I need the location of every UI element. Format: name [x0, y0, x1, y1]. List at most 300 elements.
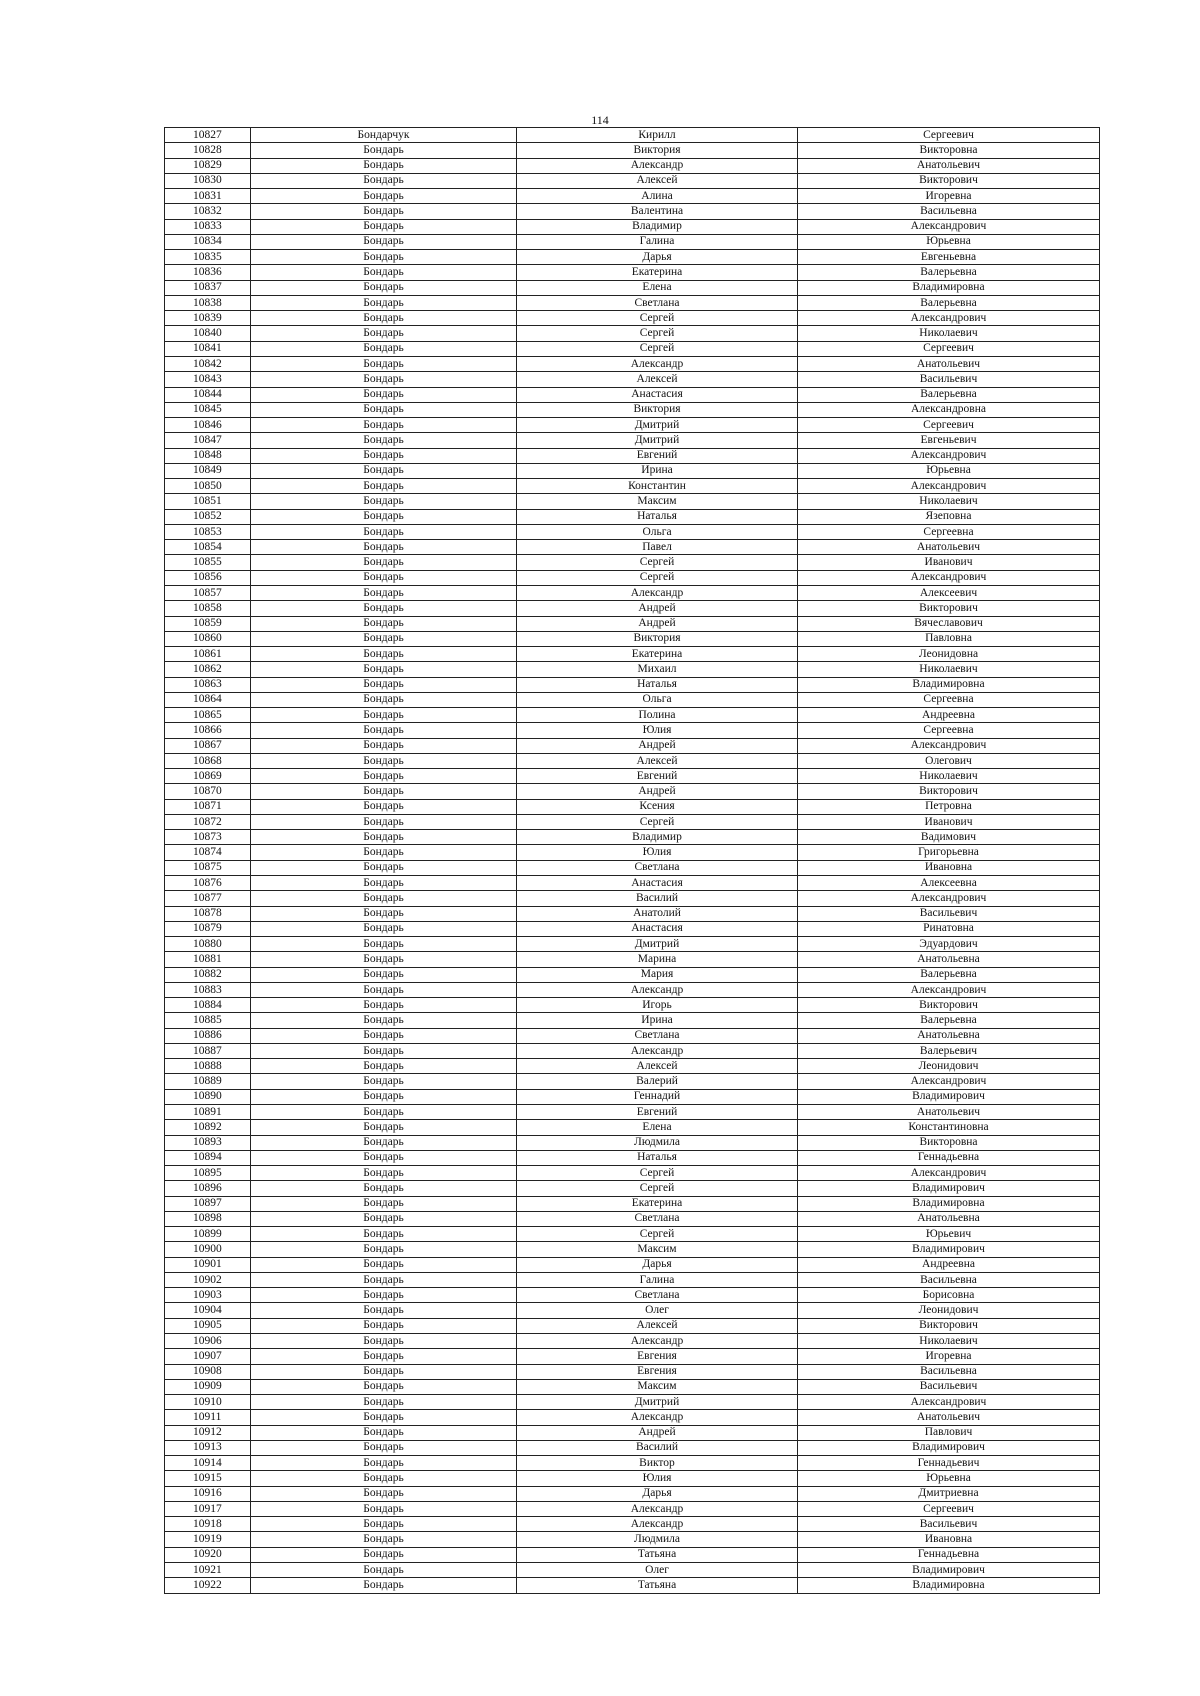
record-number-cell: 10845 — [165, 402, 251, 417]
patronymic-cell: Николаевич — [798, 769, 1100, 784]
first-name-cell: Андрей — [517, 601, 798, 616]
first-name-cell: Олег — [517, 1562, 798, 1577]
surname-cell: Бондарь — [251, 845, 517, 860]
first-name-cell: Евгения — [517, 1349, 798, 1364]
first-name-cell: Дарья — [517, 1257, 798, 1272]
first-name-cell: Александр — [517, 356, 798, 371]
patronymic-cell: Анатольевич — [798, 540, 1100, 555]
table-row — [165, 128, 1100, 143]
record-number-cell: 10869 — [165, 769, 251, 784]
surname-cell: Бондарь — [251, 616, 517, 631]
first-name-cell: Александр — [517, 1333, 798, 1348]
record-number-cell: 10912 — [165, 1425, 251, 1440]
record-number-cell: 10864 — [165, 692, 251, 707]
table-row — [165, 1105, 1100, 1120]
record-number-cell: 10922 — [165, 1578, 251, 1593]
patronymic-cell: Валерьевна — [798, 1013, 1100, 1028]
patronymic-cell: Николаевич — [798, 326, 1100, 341]
patronymic-cell: Эдуардович — [798, 937, 1100, 952]
record-number-cell: 10898 — [165, 1211, 251, 1226]
patronymic-cell: Владимировна — [798, 1578, 1100, 1593]
first-name-cell: Валентина — [517, 204, 798, 219]
record-number-cell: 10849 — [165, 463, 251, 478]
record-number-cell: 10871 — [165, 799, 251, 814]
table-row — [165, 1242, 1100, 1257]
table-row — [165, 967, 1100, 982]
patronymic-cell: Сергеевич — [798, 128, 1100, 143]
record-number-cell: 10915 — [165, 1471, 251, 1486]
patronymic-cell: Александрович — [798, 570, 1100, 585]
record-number-cell: 10852 — [165, 509, 251, 524]
table-row — [165, 1181, 1100, 1196]
table-row — [165, 1074, 1100, 1089]
roster-table — [164, 127, 1100, 1594]
surname-cell: Бондарь — [251, 479, 517, 494]
record-number-cell: 10913 — [165, 1440, 251, 1455]
surname-cell: Бондарь — [251, 1089, 517, 1104]
first-name-cell: Андрей — [517, 738, 798, 753]
first-name-cell: Наталья — [517, 677, 798, 692]
first-name-cell: Виктория — [517, 631, 798, 646]
record-number-cell: 10885 — [165, 1013, 251, 1028]
table-row — [165, 1211, 1100, 1226]
first-name-cell: Василий — [517, 891, 798, 906]
table-row — [165, 1501, 1100, 1516]
first-name-cell: Евгений — [517, 769, 798, 784]
surname-cell: Бондарь — [251, 1181, 517, 1196]
patronymic-cell: Олегович — [798, 753, 1100, 768]
record-number-cell: 10846 — [165, 418, 251, 433]
record-number-cell: 10858 — [165, 601, 251, 616]
record-number-cell: 10867 — [165, 738, 251, 753]
first-name-cell: Елена — [517, 280, 798, 295]
surname-cell: Бондарь — [251, 372, 517, 387]
table-row — [165, 1227, 1100, 1242]
patronymic-cell: Валерьевна — [798, 265, 1100, 280]
first-name-cell: Дмитрий — [517, 433, 798, 448]
first-name-cell: Галина — [517, 1272, 798, 1287]
surname-cell: Бондарь — [251, 601, 517, 616]
first-name-cell: Василий — [517, 1440, 798, 1455]
first-name-cell: Алексей — [517, 1059, 798, 1074]
surname-cell: Бондарь — [251, 265, 517, 280]
first-name-cell: Татьяна — [517, 1578, 798, 1593]
table-row — [165, 708, 1100, 723]
table-row — [165, 1532, 1100, 1547]
first-name-cell: Светлана — [517, 295, 798, 310]
surname-cell: Бондарь — [251, 585, 517, 600]
table-row — [165, 1043, 1100, 1058]
patronymic-cell: Юрьевна — [798, 1471, 1100, 1486]
surname-cell: Бондарь — [251, 1150, 517, 1165]
record-number-cell: 10836 — [165, 265, 251, 280]
record-number-cell: 10861 — [165, 647, 251, 662]
table-row — [165, 769, 1100, 784]
surname-cell: Бондарь — [251, 295, 517, 310]
surname-cell: Бондарь — [251, 1532, 517, 1547]
first-name-cell: Сергей — [517, 341, 798, 356]
patronymic-cell: Григорьевна — [798, 845, 1100, 860]
record-number-cell: 10868 — [165, 753, 251, 768]
surname-cell: Бондарь — [251, 1562, 517, 1577]
table-row — [165, 448, 1100, 463]
record-number-cell: 10828 — [165, 143, 251, 158]
patronymic-cell: Анатольевич — [798, 1410, 1100, 1425]
table-row — [165, 387, 1100, 402]
surname-cell: Бондарь — [251, 1364, 517, 1379]
record-number-cell: 10860 — [165, 631, 251, 646]
record-number-cell: 10902 — [165, 1272, 251, 1287]
patronymic-cell: Валерьевна — [798, 387, 1100, 402]
patronymic-cell: Викторович — [798, 784, 1100, 799]
record-number-cell: 10907 — [165, 1349, 251, 1364]
surname-cell: Бондарь — [251, 1211, 517, 1226]
surname-cell: Бондарь — [251, 143, 517, 158]
table-row — [165, 524, 1100, 539]
record-number-cell: 10891 — [165, 1105, 251, 1120]
first-name-cell: Сергей — [517, 814, 798, 829]
table-row — [165, 173, 1100, 188]
surname-cell: Бондарь — [251, 799, 517, 814]
patronymic-cell: Андреевна — [798, 708, 1100, 723]
table-row — [165, 860, 1100, 875]
table-row — [165, 937, 1100, 952]
patronymic-cell: Игоревна — [798, 189, 1100, 204]
first-name-cell: Павел — [517, 540, 798, 555]
first-name-cell: Владимир — [517, 830, 798, 845]
record-number-cell: 10903 — [165, 1288, 251, 1303]
first-name-cell: Олег — [517, 1303, 798, 1318]
record-number-cell: 10880 — [165, 937, 251, 952]
first-name-cell: Ирина — [517, 1013, 798, 1028]
patronymic-cell: Иванович — [798, 814, 1100, 829]
surname-cell: Бондарь — [251, 1227, 517, 1242]
patronymic-cell: Юрьевна — [798, 234, 1100, 249]
surname-cell: Бондарь — [251, 952, 517, 967]
record-number-cell: 10876 — [165, 876, 251, 891]
surname-cell: Бондарь — [251, 1013, 517, 1028]
record-number-cell: 10862 — [165, 662, 251, 677]
surname-cell: Бондарь — [251, 753, 517, 768]
first-name-cell: Дмитрий — [517, 937, 798, 952]
table-row — [165, 265, 1100, 280]
patronymic-cell: Валерьевна — [798, 295, 1100, 310]
surname-cell: Бондарь — [251, 1349, 517, 1364]
patronymic-cell: Владимировна — [798, 1196, 1100, 1211]
surname-cell: Бондарь — [251, 402, 517, 417]
table-row — [165, 891, 1100, 906]
patronymic-cell: Викторович — [798, 998, 1100, 1013]
record-number-cell: 10859 — [165, 616, 251, 631]
record-number-cell: 10882 — [165, 967, 251, 982]
first-name-cell: Екатерина — [517, 647, 798, 662]
patronymic-cell: Владимировна — [798, 280, 1100, 295]
surname-cell: Бондарь — [251, 631, 517, 646]
patronymic-cell: Юрьевич — [798, 1227, 1100, 1242]
table-row — [165, 814, 1100, 829]
surname-cell: Бондарь — [251, 189, 517, 204]
first-name-cell: Игорь — [517, 998, 798, 1013]
record-number-cell: 10890 — [165, 1089, 251, 1104]
first-name-cell: Сергей — [517, 1166, 798, 1181]
surname-cell: Бондарь — [251, 1135, 517, 1150]
table-row — [165, 1333, 1100, 1348]
first-name-cell: Кирилл — [517, 128, 798, 143]
record-number-cell: 10851 — [165, 494, 251, 509]
surname-cell: Бондарь — [251, 311, 517, 326]
surname-cell: Бондарь — [251, 769, 517, 784]
patronymic-cell: Александрович — [798, 1166, 1100, 1181]
patronymic-cell: Сергеевна — [798, 524, 1100, 539]
first-name-cell: Владимир — [517, 219, 798, 234]
surname-cell: Бондарь — [251, 204, 517, 219]
first-name-cell: Михаил — [517, 662, 798, 677]
first-name-cell: Дарья — [517, 250, 798, 265]
surname-cell: Бондарь — [251, 998, 517, 1013]
first-name-cell: Максим — [517, 1379, 798, 1394]
table-row — [165, 494, 1100, 509]
table-row — [165, 982, 1100, 997]
patronymic-cell: Леонидович — [798, 1303, 1100, 1318]
first-name-cell: Екатерина — [517, 265, 798, 280]
table-row — [165, 1135, 1100, 1150]
table-row — [165, 555, 1100, 570]
surname-cell: Бондарь — [251, 677, 517, 692]
patronymic-cell: Александрович — [798, 982, 1100, 997]
patronymic-cell: Владимирович — [798, 1440, 1100, 1455]
record-number-cell: 10875 — [165, 860, 251, 875]
table-row — [165, 1013, 1100, 1028]
first-name-cell: Александр — [517, 982, 798, 997]
record-number-cell: 10886 — [165, 1028, 251, 1043]
record-number-cell: 10918 — [165, 1517, 251, 1532]
record-number-cell: 10887 — [165, 1043, 251, 1058]
first-name-cell: Галина — [517, 234, 798, 249]
table-row — [165, 1349, 1100, 1364]
record-number-cell: 10896 — [165, 1181, 251, 1196]
record-number-cell: 10893 — [165, 1135, 251, 1150]
surname-cell: Бондарь — [251, 1486, 517, 1501]
surname-cell: Бондарь — [251, 448, 517, 463]
first-name-cell: Алексей — [517, 753, 798, 768]
patronymic-cell: Сергеевич — [798, 1501, 1100, 1516]
surname-cell: Бондарь — [251, 1196, 517, 1211]
surname-cell: Бондарь — [251, 1105, 517, 1120]
patronymic-cell: Анатольевич — [798, 356, 1100, 371]
first-name-cell: Екатерина — [517, 1196, 798, 1211]
record-number-cell: 10921 — [165, 1562, 251, 1577]
surname-cell: Бондарь — [251, 814, 517, 829]
patronymic-cell: Петровна — [798, 799, 1100, 814]
patronymic-cell: Николаевич — [798, 1333, 1100, 1348]
record-number-cell: 10900 — [165, 1242, 251, 1257]
table-row — [165, 677, 1100, 692]
table-row — [165, 616, 1100, 631]
record-number-cell: 10901 — [165, 1257, 251, 1272]
table-row — [165, 723, 1100, 738]
table-row — [165, 295, 1100, 310]
first-name-cell: Людмила — [517, 1532, 798, 1547]
table-row — [165, 311, 1100, 326]
surname-cell: Бондарь — [251, 1166, 517, 1181]
table-row — [165, 1272, 1100, 1287]
patronymic-cell: Анатольевна — [798, 1211, 1100, 1226]
table-row — [165, 204, 1100, 219]
surname-cell: Бондарь — [251, 1028, 517, 1043]
patronymic-cell: Павловна — [798, 631, 1100, 646]
patronymic-cell: Валерьевна — [798, 967, 1100, 982]
table-row — [165, 601, 1100, 616]
surname-cell: Бондарь — [251, 860, 517, 875]
patronymic-cell: Александрович — [798, 738, 1100, 753]
first-name-cell: Дмитрий — [517, 1395, 798, 1410]
surname-cell: Бондарь — [251, 906, 517, 921]
patronymic-cell: Викторович — [798, 173, 1100, 188]
table-row — [165, 1578, 1100, 1593]
record-number-cell: 10909 — [165, 1379, 251, 1394]
patronymic-cell: Сергеевна — [798, 692, 1100, 707]
table-row — [165, 1547, 1100, 1562]
first-name-cell: Андрей — [517, 784, 798, 799]
table-row — [165, 1486, 1100, 1501]
record-number-cell: 10877 — [165, 891, 251, 906]
table-row — [165, 753, 1100, 768]
patronymic-cell: Александрович — [798, 1395, 1100, 1410]
first-name-cell: Алина — [517, 189, 798, 204]
patronymic-cell: Алексеевна — [798, 876, 1100, 891]
table-row — [165, 1196, 1100, 1211]
record-number-cell: 10863 — [165, 677, 251, 692]
record-number-cell: 10892 — [165, 1120, 251, 1135]
record-number-cell: 10873 — [165, 830, 251, 845]
first-name-cell: Александр — [517, 1517, 798, 1532]
first-name-cell: Юлия — [517, 1471, 798, 1486]
record-number-cell: 10908 — [165, 1364, 251, 1379]
patronymic-cell: Александрович — [798, 448, 1100, 463]
table-row — [165, 1456, 1100, 1471]
surname-cell: Бондарь — [251, 1501, 517, 1516]
patronymic-cell: Васильевич — [798, 906, 1100, 921]
surname-cell: Бондарь — [251, 524, 517, 539]
table-row — [165, 1517, 1100, 1532]
record-number-cell: 10917 — [165, 1501, 251, 1516]
table-row — [165, 1410, 1100, 1425]
table-row — [165, 1257, 1100, 1272]
table-row — [165, 326, 1100, 341]
surname-cell: Бондарь — [251, 418, 517, 433]
first-name-cell: Елена — [517, 1120, 798, 1135]
surname-cell: Бондарь — [251, 433, 517, 448]
surname-cell: Бондарь — [251, 723, 517, 738]
table-row — [165, 189, 1100, 204]
patronymic-cell: Владимирович — [798, 1089, 1100, 1104]
patronymic-cell: Александрович — [798, 891, 1100, 906]
table-row — [165, 280, 1100, 295]
patronymic-cell: Андреевна — [798, 1257, 1100, 1272]
patronymic-cell: Анатольевна — [798, 952, 1100, 967]
first-name-cell: Анастасия — [517, 921, 798, 936]
table-row — [165, 1120, 1100, 1135]
page-number: 114 — [591, 113, 609, 127]
surname-cell: Бондарь — [251, 1059, 517, 1074]
first-name-cell: Ксения — [517, 799, 798, 814]
table-row — [165, 921, 1100, 936]
surname-cell: Бондарь — [251, 326, 517, 341]
first-name-cell: Анатолий — [517, 906, 798, 921]
first-name-cell: Александр — [517, 1501, 798, 1516]
first-name-cell: Виктор — [517, 1456, 798, 1471]
patronymic-cell: Геннадьевич — [798, 1456, 1100, 1471]
record-number-cell: 10831 — [165, 189, 251, 204]
patronymic-cell: Викторович — [798, 1318, 1100, 1333]
table-row — [165, 830, 1100, 845]
surname-cell: Бондарь — [251, 708, 517, 723]
first-name-cell: Сергей — [517, 311, 798, 326]
patronymic-cell: Александрович — [798, 479, 1100, 494]
surname-cell: Бондарь — [251, 937, 517, 952]
record-number-cell: 10847 — [165, 433, 251, 448]
table-row — [165, 1364, 1100, 1379]
first-name-cell: Валерий — [517, 1074, 798, 1089]
table-row — [165, 585, 1100, 600]
record-number-cell: 10829 — [165, 158, 251, 173]
surname-cell: Бондарь — [251, 509, 517, 524]
record-number-cell: 10895 — [165, 1166, 251, 1181]
table-row — [165, 1288, 1100, 1303]
surname-cell: Бондарь — [251, 1272, 517, 1287]
table-row — [165, 463, 1100, 478]
surname-cell: Бондарь — [251, 784, 517, 799]
table-row — [165, 1471, 1100, 1486]
table-row — [165, 1318, 1100, 1333]
patronymic-cell: Иванович — [798, 555, 1100, 570]
table-row — [165, 952, 1100, 967]
first-name-cell: Константин — [517, 479, 798, 494]
first-name-cell: Ирина — [517, 463, 798, 478]
patronymic-cell: Сергеевич — [798, 418, 1100, 433]
record-number-cell: 10835 — [165, 250, 251, 265]
table-row — [165, 372, 1100, 387]
patronymic-cell: Васильевна — [798, 1364, 1100, 1379]
record-number-cell: 10865 — [165, 708, 251, 723]
table-row — [165, 402, 1100, 417]
table-row — [165, 876, 1100, 891]
first-name-cell: Сергей — [517, 326, 798, 341]
record-number-cell: 10904 — [165, 1303, 251, 1318]
record-number-cell: 10888 — [165, 1059, 251, 1074]
record-number-cell: 10842 — [165, 356, 251, 371]
first-name-cell: Юлия — [517, 723, 798, 738]
patronymic-cell: Евгеньевна — [798, 250, 1100, 265]
record-number-cell: 10911 — [165, 1410, 251, 1425]
first-name-cell: Евгений — [517, 1105, 798, 1120]
surname-cell: Бондарь — [251, 967, 517, 982]
patronymic-cell: Викторовна — [798, 143, 1100, 158]
surname-cell: Бондарь — [251, 1257, 517, 1272]
record-number-cell: 10881 — [165, 952, 251, 967]
first-name-cell: Наталья — [517, 1150, 798, 1165]
table-row — [165, 540, 1100, 555]
first-name-cell: Мария — [517, 967, 798, 982]
record-number-cell: 10916 — [165, 1486, 251, 1501]
first-name-cell: Андрей — [517, 1425, 798, 1440]
surname-cell: Бондарь — [251, 1456, 517, 1471]
first-name-cell: Геннадий — [517, 1089, 798, 1104]
first-name-cell: Ольга — [517, 524, 798, 539]
record-number-cell: 10857 — [165, 585, 251, 600]
patronymic-cell: Геннадьевна — [798, 1150, 1100, 1165]
table-row — [165, 845, 1100, 860]
